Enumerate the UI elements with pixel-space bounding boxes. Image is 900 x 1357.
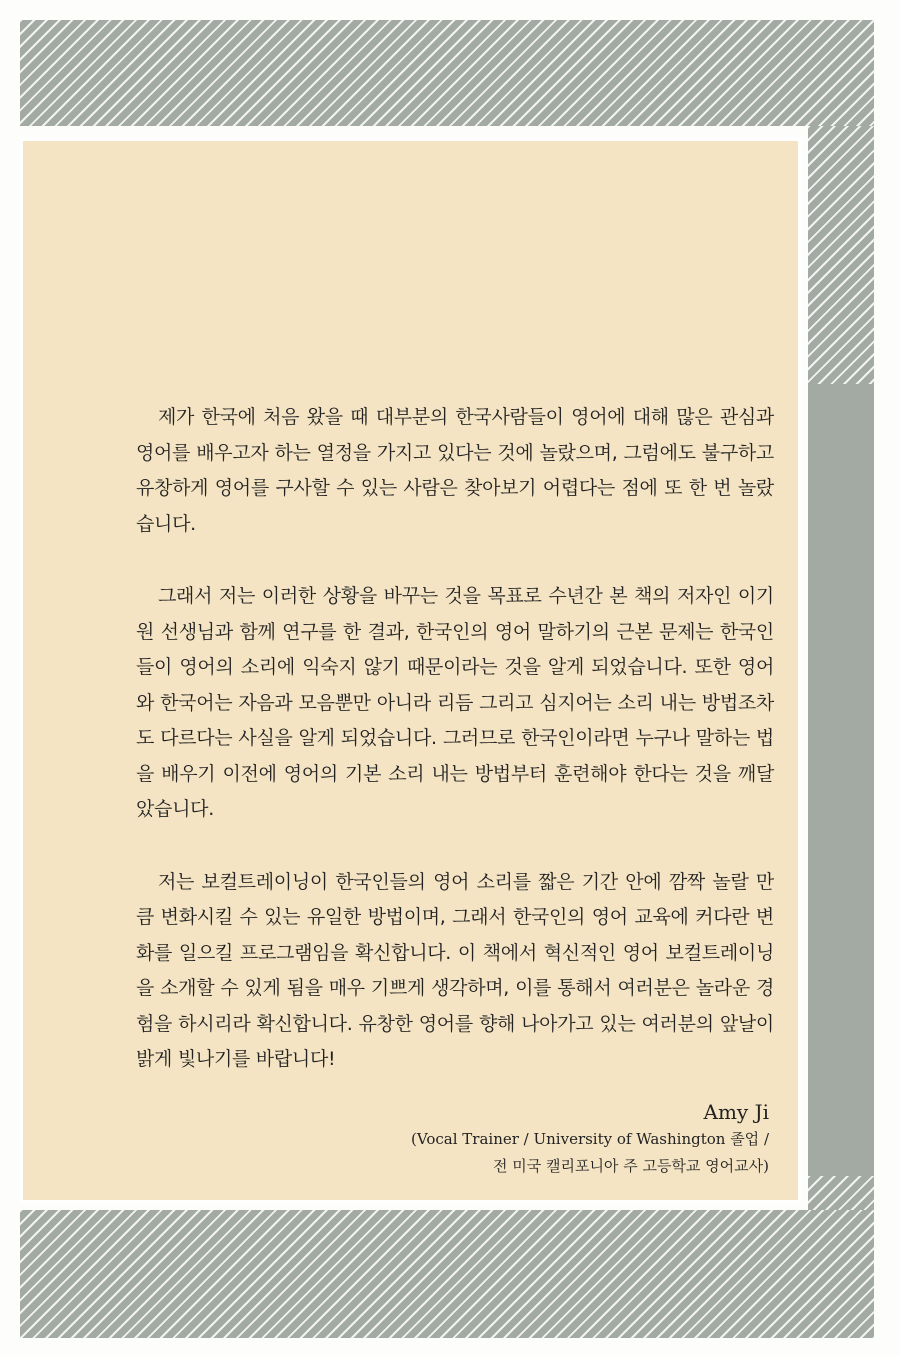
- striped-border-right-bottom: [808, 1176, 874, 1210]
- paragraph-3: 저는 보컬트레이닝이 한국인들의 영어 소리를 짧은 기간 안에 깜짝 놀랄 만큼 변화시킬 수 있는 유일한 방법이며, 그래서 한국인의 영어 교육에 커다란 변화를 일으킬 프로그램임을 확신합니다. 이 책에서 혁신적인 영어 보컬트레이닝을 소개할 수 있게 됨을 매우 기쁘게 생각하며, 이를 통해서 여러분은 놀라운 경험을 하시리라 확신합니다. 유창한 영어를 향해 나아가고 있는 여러분의 앞날이 밝게 빛나기를 바랍니다!: [136, 870, 774, 1070]
- paragraph-1: 제가 한국에 처음 왔을 때 대부분의 한국사람들이 영어에 대해 많은 관심과 영어를 배우고자 하는 열정을 가지고 있다는 것에 놀랐으며, 그럼에도 불구하고 유창하게 영어를 구사할 수 있는 사람은 찾아보기 어렵다는 점에 또 한 번 놀랐습니다.: [136, 406, 774, 535]
- signature-block: [411, 1098, 769, 1180]
- author-credentials-line-1: (Vocal Trainer / University of Washington 졸업 /: [411, 1130, 769, 1148]
- author-name: Amy Ji: [703, 1100, 769, 1124]
- gray-border-right: [808, 384, 874, 1176]
- striped-border-top: [20, 20, 874, 126]
- author-credentials-line-2: 전 미국 캘리포니아 주 고등학교 영어교사): [492, 1157, 769, 1175]
- paragraph-2: 그래서 저는 이러한 상황을 바꾸는 것을 목표로 수년간 본 책의 저자인 이기원 선생님과 함께 연구를 한 결과, 한국인의 영어 말하기의 근본 문제는 한국인들이 영어의 소리에 익숙지 않기 때문이라는 것을 알게 되었습니다. 또한 영어와 한국어는 자음과 모음뿐만 아니라 리듬 그리고 심지어는 소리 내는 방법조차도 다르다는 사실을 알게 되었습니다. 그러므로 한국인이라면 누구나 말하는 법을 배우기 이전에 영어의 기본 소리 내는 방법부터 훈련해야 한다는 것을 깨달았습니다.: [136, 585, 774, 820]
- striped-border-bottom: [20, 1210, 874, 1338]
- body-text: [136, 400, 774, 1115]
- striped-border-right-top: [808, 126, 874, 384]
